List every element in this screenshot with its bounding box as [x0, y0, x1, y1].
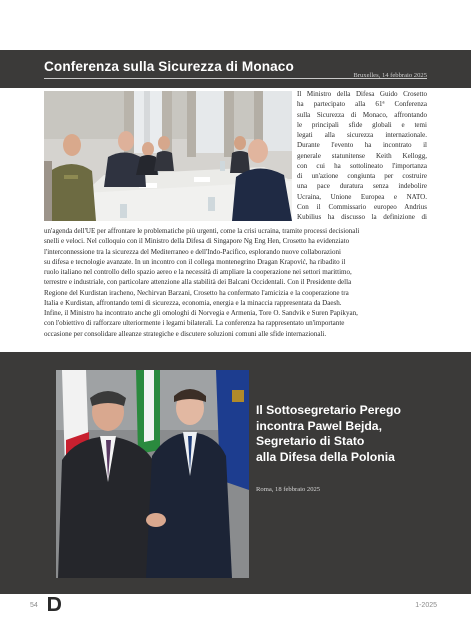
- feature-title-line: alla Difesa della Polonia: [256, 449, 395, 464]
- column-line: legati alla sicurezza internazionale.: [297, 131, 427, 139]
- column-line: Con il Commissario europeo Andrius: [297, 202, 427, 211]
- column-line: con cui ha sottolineato l'importanza: [297, 161, 427, 170]
- column-line: Il Ministro della Difesa Guido Crosetto: [297, 90, 427, 98]
- feature-title-line: Segretario di Stato: [256, 434, 365, 449]
- body-line: un'agenda dell'UE per affrontare le problematiche più urgenti, come la crisi ucraina, tramite processi decisionali: [44, 227, 360, 235]
- column-line: generale statunitense Keith Kellogg,: [297, 151, 427, 160]
- feature-dateline: Roma, 18 febbraio 2025: [256, 486, 321, 493]
- body-line: Infine, il Ministro ha incontrato anche gli omologhi di Norvegia e Armenia, Tore O. Sandvik e Suren Papikyan,: [44, 309, 358, 317]
- column-line: Durante l'evento ha incontrato il: [297, 141, 427, 150]
- body-line: su difesa e tecnologie avanzate. In un incontro con il collega montenegrino Dragan Krapović, ha ribadito il: [44, 257, 346, 266]
- body-line: occasione per consolidare alleanze strategiche e discutere soluzioni comuni alle sfide internazionali.: [44, 329, 327, 338]
- handshake-photo-illustration: [56, 370, 249, 578]
- meeting-photo: [44, 91, 292, 221]
- feature-title-line: incontra Pawel Bejda,: [256, 418, 382, 433]
- magazine-logo-icon: [46, 596, 62, 612]
- column-line: le principali sfide globali e temi: [297, 120, 427, 129]
- feature-title-line: Il Sottosegretario Perego: [256, 403, 401, 417]
- column-line: di un'azione congiunta per costruire: [297, 172, 427, 180]
- page-number: 54: [30, 602, 38, 609]
- column-line: Kubilius ha discusso la definizione di: [297, 213, 427, 221]
- body-line: terrestre e industriale, con particolare attenzione alla stabilità dei Balcani Occidentali. Con il Presidente della: [44, 278, 352, 287]
- article-title: Conferenza sulla Sicurezza di Monaco: [44, 59, 294, 74]
- body-line: ruolo italiano nel controllo dello spazio aereo e la necessità di ampliare la cooperazione nei settori marittimo,: [44, 268, 352, 276]
- handshake-photo: [56, 370, 249, 578]
- meeting-photo-illustration: [44, 91, 292, 221]
- article-body-full: [44, 226, 427, 339]
- body-line: snelli e veloci. Nel colloquio con il Ministro della Difesa di Singapore Ng Eng Hen, Crosetto ha evidenziato: [44, 237, 350, 246]
- article-body-column: [297, 89, 427, 222]
- article-dateline: Bruxelles, 14 febbraio 2025: [353, 72, 427, 79]
- body-line: con l'obiettivo di rafforzare ulteriormente i legami bilaterali. La conferenza ha rappresentato un'importante: [44, 319, 345, 328]
- feature-title: [256, 403, 426, 465]
- body-line: Regione del Kurdistan iracheno, Nechirvan Barzani, Crosetto ha confermato l'amicizia e la cooperazione tra: [44, 288, 349, 297]
- body-line: l'interconnessione tra la sicurezza del Mediterraneo e dell'Indo-Pacifico, esplorando nuove collaborazioni: [44, 247, 342, 256]
- column-line: ha partecipato alla 61ª Conferenza: [297, 100, 427, 109]
- magazine-logo: [46, 596, 62, 617]
- column-line: Ucraina, Unione Europea e NATO.: [297, 192, 427, 201]
- column-line: sulla Sicurezza di Monaco, affrontando: [297, 110, 427, 119]
- column-line: una pace duratura senza indebolire: [297, 182, 427, 191]
- body-line: Italia e Kurdistan, affrontando temi di sicurezza, economia, energia e la minaccia rappresentata da Daesh.: [44, 298, 342, 307]
- issue-number: 1-2025: [415, 602, 437, 609]
